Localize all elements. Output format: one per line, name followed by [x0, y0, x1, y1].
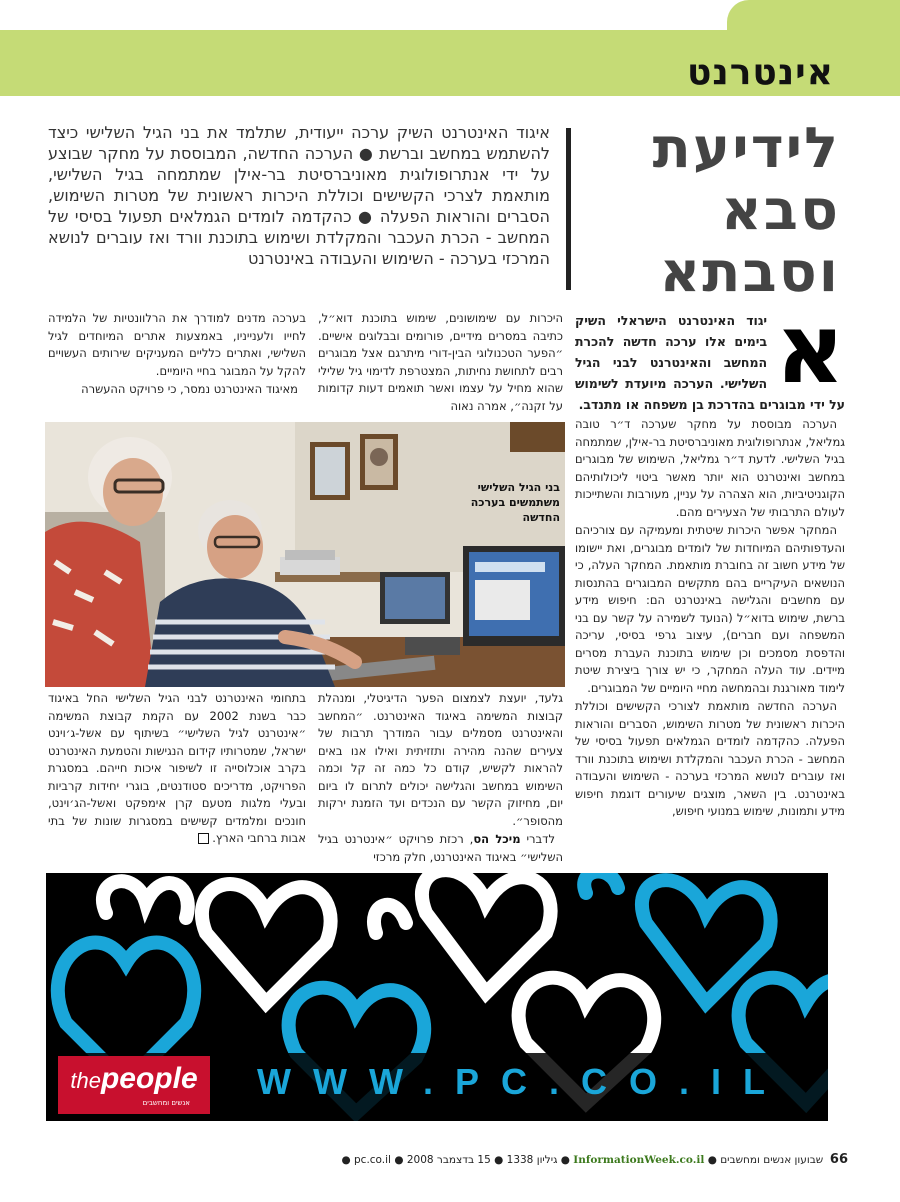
brand-logo-word: people: [100, 1061, 198, 1095]
page-number: 66: [829, 1152, 848, 1167]
body-paragraph: היכרות עם שימושונים, שימוש בתוכנת דוא״ל, כתיבה במסרים מידיים, פורומים ובבלוגים אישיים. ״הפער הטכנולוגי הבין-דורי מיתרגם אצל מבוגרים רבים לתחושת נחיתות, המצטרפת לדימוי גיל שלילי שהוא מחיל על עצמו ואשר תואמים דעות קדומות על זקנה״, אמרה נאוה: [318, 311, 563, 413]
intro-paragraph: [575, 293, 845, 415]
seniors-at-computer-illustration: [45, 422, 565, 687]
drop-cap: א: [775, 293, 845, 405]
site-link[interactable]: InformationWeek.co.il: [573, 1154, 705, 1166]
end-mark-icon: [198, 833, 209, 844]
article-column-left-bottom: [48, 690, 306, 849]
article-photo: [45, 422, 565, 687]
publication-name: שבועון אנשים ומחשבים: [720, 1154, 824, 1166]
ad-url[interactable]: WWW.PC.CO.IL: [257, 1061, 787, 1102]
body-text: בתחומי האינטרנט לבני הגיל השלישי החל באיגוד כבר בשנת 2002 עם הקמת קבוצת המשימה ״אינטרנט לגיל השלישי״ בשיתוף עם אשל-ג׳וינט ישראל, שמטרותיו קידום הנגישות והטמעת האינטרנט בקרב אוכלוסייה זו לשיפור איכות חייהם. במסגרת הפרויקט, מדריכים סטודנטים, בוגרי יחידות קרביות ובעלי מלגות מטעם קרן אימפקט ואשל-הג׳וינט, חונכים ומלמדים קשישים במסגרות שונות של בתי אבות ברחבי הארץ.: [48, 691, 306, 845]
issue-number: גיליון 1338: [506, 1154, 558, 1166]
body-paragraph: הערכה מבוססת על מחקר שערכה ד״ר טובה גמליאל, אנתרופולוגית מאוניברסיטת בר-אילן, שמתמחה בגיל השלישי. לדעת ד״ר גמליאל, השימוש של מבוגרים במחשב ואינטרנט הוא יותר מאשר ביטוי ליכולותיהם הקוגניטיביות, הוא הצהרה על עניין, מעורבות והשתייכות לעולם התרבותי של הצעירים מהם.: [575, 417, 845, 519]
issue-date: 15 בדצמבר 2008: [406, 1154, 491, 1166]
section-title: אינטרנט: [686, 52, 834, 93]
body-paragraph: גלעד, יועצת לצמצום הפער הדיגיטלי, ומנהלת קבוצות המשימה באיגוד האינטרנט. ״המחשב והאינטרנט מסמלים עבור המודרך תרבות של צעירים שהנה מהירה ותזזיתית ואילו אנו באים להראות לקשיש, קודם כל כמה זה קל וכמה השימוש במחשב והגלישה יכולים לתרום לו ביום יום, מחיזוק הקשר עם הנכדים ועד הזמנת ירקות מהסופר״.: [318, 691, 563, 828]
bullet-icon: ●: [494, 1154, 504, 1166]
bullet-icon: ●: [707, 1154, 717, 1166]
body-paragraph: מאיגוד האינטרנט נמסר, כי פרויקט ההעשרה: [81, 382, 298, 396]
bullet-icon: ●: [341, 1154, 351, 1166]
quote-prefix: לדברי: [520, 832, 556, 846]
brand-logo-wordmark: [70, 1061, 198, 1099]
article-lead: איגוד האינטרנט השיק ערכה ייעודית, שתלמד את בני הגיל השלישי כיצד להשתמש במחשב וברשת ● הערכה החדשה, המבוססת על מחקר שבוצע על ידי אנתרופולוגית מאוניברסיטת בר-אילן שמתמחה בגיל השלישי, מותאמת לצרכי הקשישים וכוללת היכרות ראשונית של מטרות השימוש, הסברים והוראות הפעלה ● כהקדמה לומדים הגמלאים תפעול בסיסי של המחשב - הכרת העכבר והמקלדת ושימוש בתוכנת וורד ואז עוברים לנושא המרכזי בערכה - השימוש והעבודה באינטרנט: [48, 123, 550, 268]
article-column-middle-bottom: [318, 690, 563, 867]
page-footer: [48, 1152, 848, 1167]
bullet-icon: ●: [560, 1154, 570, 1166]
site-link-secondary[interactable]: pc.co.il: [354, 1154, 391, 1166]
body-paragraph: [48, 690, 306, 848]
headline-divider: [566, 128, 571, 290]
body-paragraph: המחקר אפשר היכרות שיטתית ומעמיקה עם צורכיהם והעדפותיהם המיוחדות של לומדים מבוגרים, ואת יישומו של מידע חשוב זה בחוברת מותאמת. המחקר העלה, כי הנושאים העיקריים בהם מתקשים המבוגרים בהתנסות עם מחשבים והגלישה באינטרנט הם: חיפוש מידע ברשת, שימוש בדוא״ל (הנועד לשמירה על קשר עם בני המשפחה ועם חברים), עיצוב גרפי בסיסי, עריכה והדפסת מסמכים וכן שימוש בתוכנת העברת מסרים מיידים. עוד העלה המחקר, כי יש צורך ביצירת שיטת לימוד מאורגנת ובהמחשה מחיי היומיים של המבוגרים.: [575, 523, 845, 695]
bullet-icon: ●: [394, 1154, 404, 1166]
article-column-middle-top: [318, 310, 563, 416]
brand-logo-tagline: אנשים ומחשבים: [142, 1098, 190, 1107]
brand-logo[interactable]: [58, 1056, 210, 1114]
article-column-right: [575, 293, 845, 822]
body-paragraph: [318, 831, 563, 866]
advertisement-banner[interactable]: [46, 873, 828, 1121]
brand-logo-prefix: the: [70, 1067, 101, 1093]
body-paragraph: בערכה מדנים למודרך את הרלוונטיות של הלמידה לחייו ולענייניו, באמצעות אתרים המיוחדים לגיל השלישי, ואתרים כלליים המעניקים שירותים העשויים להקל על המבוגר בחיי היומיים.: [48, 311, 306, 378]
intro-text: יגוד האינטרנט הישראלי השיק בימים אלו ערכה חדשה להכרת המחשב והאינטרנט לבני הגיל השלישי. הערכה מיועדת לשימוש על ידי מבוגרים בהדרכת בן משפחה או מתנדב.: [575, 313, 845, 412]
article-headline: לידיעת סבא וסבתא: [652, 116, 840, 305]
header-notch: [727, 0, 900, 32]
article-column-left-top: [48, 310, 306, 400]
quoted-person-name: מיכל הס: [473, 832, 521, 846]
quote-text: , רכזת פרויקט ״אינטרנט בגיל השלישי״ באיגוד האינטרנט, חלק מרכזי: [318, 832, 563, 864]
body-paragraph: הערכה החדשה מותאמת לצורכי הקשישים וכוללת היכרות ראשונית של מטרות השימוש, הסברים והוראות הפעלה. כהקדמה לומדים הגמלאים תפעול בסיסי של המחשב - הכרת העכבר והמקלדת ושימוש בתוכנת וורד ואז עוברים לנושא המרכזי בערכה - השימוש והעבודה באינטרנט. בין השאר, מוצגים שיעורים דוגמת חיפוש מידע ותמונות, שימוש במנועי חיפוש,: [575, 699, 845, 818]
photo-caption: בני הגיל השלישי משתמשים בערכה החדשה: [470, 481, 560, 524]
